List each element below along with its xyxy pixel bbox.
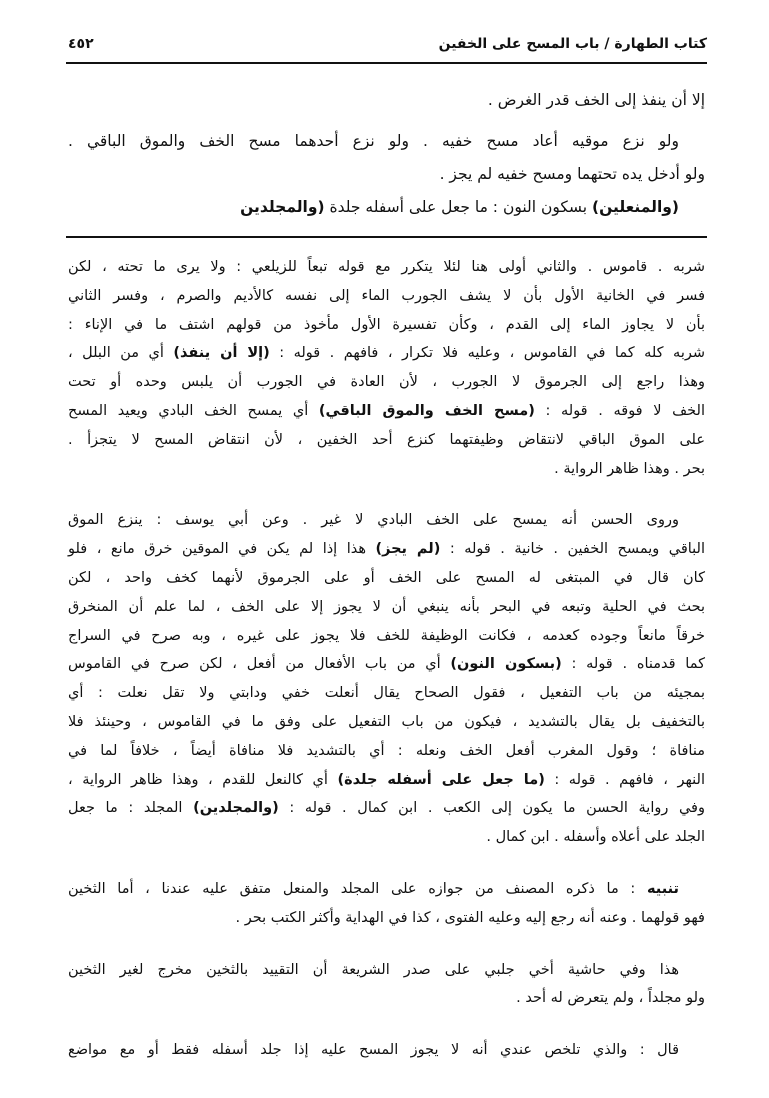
text-line [68,368,705,397]
text-line [68,708,705,737]
commentary-paragraph [68,506,705,852]
commentary-paragraph [68,253,705,483]
text-segment: وروى الحسن أنه يمسح على الخف البادي لا غير . وعن أبي يوسف : ينزع الموق [68,512,679,529]
text-segment: كان قال في المبتغى له المسح على الخف أو على الجرموق لأنهما كخف واحد ، لكن [68,569,705,586]
text-segment: على الموق الباقي لانتقاض وظيفتهما كنزع أحد الخفين ، لأن انتقاض المسح لا يتجزأ . [68,431,705,448]
text-line [68,956,705,985]
text-segment: بأن لا يجاوز الماء إلى القدم ، وكأن تفسيرة الأول مأخوذ من قولهم اشتف ما في الإناء : [68,316,705,333]
text-line [68,506,705,535]
text-segment: فهو قولهما . وعنه أنه رجع إليه وعليه الفتوى ، كذا في الهداية وأكثر الكتب بحر . [235,909,705,926]
quoted-phrase: (والمجلدين) [193,800,279,817]
text-segment: أي من البلل ، [68,345,174,362]
text-line [68,535,705,564]
commentary-separator [66,236,707,238]
commentary-text [68,253,705,1065]
text-line [68,650,705,679]
quoted-phrase: (والمنعلين) [591,198,679,216]
text-line [68,904,705,933]
text-line [68,622,705,651]
commentary-paragraph [68,875,705,933]
text-segment: الجلد على أعلاه وأسفله . ابن كمال . [486,829,705,846]
text-segment: وفي رواية الحسن ما يكون إلى الكعب . ابن كمال . قوله : [278,800,705,817]
quoted-phrase: (والمجلدين [240,198,325,216]
text-segment: أي يمسح الخف البادي ويعيد المسح [68,402,319,419]
text-line [68,794,705,823]
text-segment: بحث في الحلية وتبعه في البحر بأنه ينبغي أن لا يجوز إلا على الخف ، لما علم أن المنخرق [68,598,705,615]
text-segment: إلا أن ينفذ إلى الخف قدر الغرض . [487,91,705,109]
text-line [68,823,705,852]
text-line [68,426,705,455]
text-segment: بمجيئه من باب التفعيل ، فقول الصحاح يقال أنعلت خفي ودابتي ولا تقل نعلت : أي [68,685,705,702]
text-line [68,766,705,795]
text-line [68,397,705,426]
text-line [68,564,705,593]
text-segment: منافاة ؛ وقول المغرب أفعل الخف ونعله : أي بالتشديد فلا منافاة أيضاً ، خلافاً لما في [68,742,705,759]
text-segment: ولو أدخل يده تحتهما ومسح خفيه لم يجز . [439,165,705,183]
text-segment: هذا إذا لم يكن في الموقين خرق مانع ، فلو [68,541,376,558]
text-segment: قال : والذي تلخص عندي أنه لا يجوز المسح عليه إذا جلد أسفله فقط أو مع مواضع [68,1042,679,1059]
text-line [68,984,705,1013]
text-segment: شربه كله كما في القاموس ، وعليه فلا تكرار ، فافهم . قوله : [269,345,706,362]
header-rule [66,62,707,64]
text-line [68,125,705,158]
quoted-phrase: تنبيه [647,880,679,897]
running-title: كتاب الطهارة / باب المسح على الخفين [438,36,707,52]
text-segment: أي من باب الأفعال من أفعل ، لكن صرح في القاموس [68,656,451,673]
text-segment: هذا وفي حاشية أخي جلبي على صدر الشريعة أن التقييد بالثخين مخرج لغير الثخين [68,961,679,978]
commentary-paragraph [68,956,705,1014]
text-line [68,455,705,484]
text-segment: الباقي ويمسح الخفين . خانية . قوله : [440,541,705,558]
text-segment: المجلد : ما جعل [68,800,194,817]
main-text [68,84,705,224]
quoted-phrase: (ما جعل على أسفله جلدة) [337,771,545,788]
text-segment: بسكون النون : ما جعل على أسفله جلدة [324,198,592,216]
text-line [68,593,705,622]
running-header [68,34,707,60]
text-line [68,158,705,191]
text-line [68,737,705,766]
text-line [68,311,705,340]
quoted-phrase: (مسح الخف والموق الباقي) [318,402,535,419]
text-line [68,339,705,368]
commentary-paragraph [68,1036,705,1065]
text-line [68,84,705,117]
text-segment: كما قدمناه . قوله : [561,656,705,673]
text-line [68,253,705,282]
text-line [68,1036,705,1065]
text-segment: خرقاً مانعاً وجوده كعدمه ، فكانت الوظيفة للخف فلا يجوز على غيره ، وبه صرح في السراج [68,627,705,644]
text-segment: ولو مجلداً ، ولم يتعرض له أحد . [516,990,705,1007]
quoted-phrase: (إلا أن ينفذ) [173,345,270,362]
text-line [68,875,705,904]
text-segment: بالتخفيف بل يقال بالتشديد ، فيكون من باب التفعيل على وفق ما في القاموس ، وحينئذ فلا [68,713,705,730]
text-segment: بحر . وهذا ظاهر الرواية . [554,460,705,477]
quoted-phrase: (لم يجز) [375,541,441,558]
text-segment: شربه . قاموس . والثاني أولى هنا لئلا يتكرر مع قوله تبعاً للزيلعي : ولا يرى ما تحته ، لكن [68,259,705,275]
text-line [68,679,705,708]
text-segment: النهر ، فافهم . قوله : [544,771,705,788]
text-line [68,191,705,224]
quoted-phrase: (بسكون النون) [450,656,562,673]
text-segment: وهذا راجع إلى الجرموق لا الجورب ، لأن العادة في الجورب أن يلبس وحده أو تحت [68,374,705,391]
text-segment: فسر في الخانية الأول بأن لا يشف الجورب الماء إلى نفسه كالأديم والصرم ، وفسر الثاني [68,287,705,304]
page-number: ٤٥٢ [68,36,94,52]
text-segment: الخف لا فوقه . قوله : [534,402,705,419]
text-segment: أي كالنعل للقدم ، وهذا ظاهر الرواية ، [68,771,338,788]
text-line [68,282,705,311]
text-segment: ولو نزع موقيه أعاد مسح خفيه . ولو نزع أحدهما مسح الخف والموق الباقي . [68,132,679,150]
text-segment: : ما ذكره المصنف من جوازه على المجلد والمنعل متفق عليه عندنا ، أما الثخين [68,880,647,897]
